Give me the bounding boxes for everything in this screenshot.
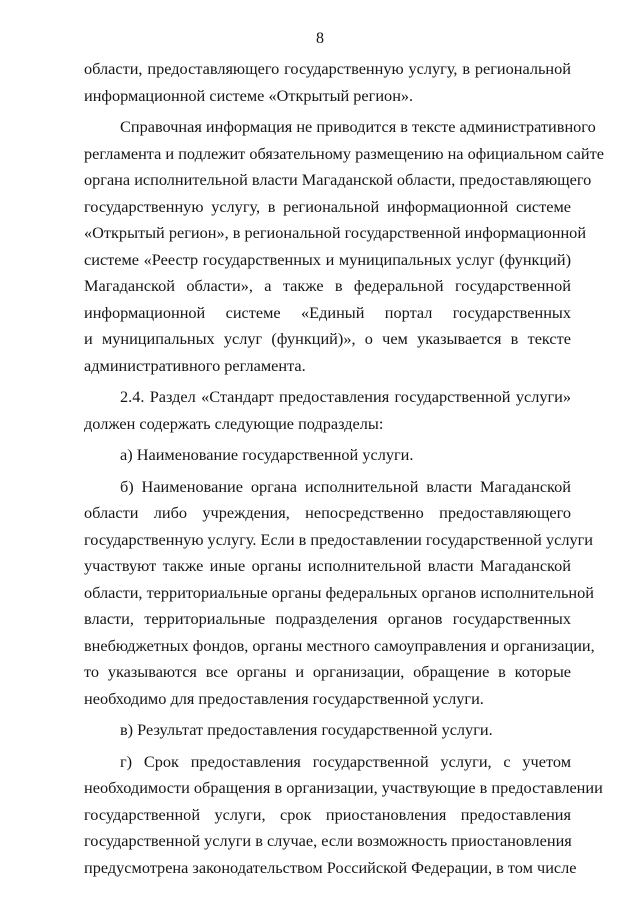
text-line: власти, территориальные подразделения органов государственных: [84, 609, 571, 628]
paragraph-item-v: [84, 717, 571, 744]
text-line: регламента и подлежит обязательному размещению на официальном сайте: [84, 143, 604, 163]
paragraph-reference-info: [84, 114, 604, 379]
paragraph-section-2-4: [84, 384, 571, 437]
paragraph-item-b: [84, 474, 595, 713]
text-line: необходимости обращения в организации, участвующие в предоставлении: [84, 778, 603, 797]
text-line: системе «Реестр государственных и муниципальных услуг (функций): [84, 249, 571, 269]
text-line: Магаданской области», а также в федеральной государственной: [84, 276, 571, 295]
paragraph-item-a: [84, 442, 571, 469]
text-line: внебюджетных фондов, органы местного самоуправления и организации,: [84, 635, 595, 655]
text-line: «Открытый регион», в региональной государственной информационной: [84, 223, 587, 242]
text-line: государственной услуги, срок приостановления предоставления: [84, 804, 571, 824]
text-line: государственной услуги в случае, если возможность приостановления: [84, 831, 572, 850]
text-line: информационной системе «Единый портал государственных: [84, 302, 571, 322]
text-line: области, предоставляющего государственную услугу, в региональной: [84, 59, 571, 78]
text-line: органа исполнительной власти Магаданской области, предоставляющего: [84, 170, 592, 189]
text-line: а) Наименование государственной услуги.: [120, 445, 414, 464]
text-line: 2.4. Раздел «Стандарт предоставления государственной услуги»: [120, 387, 571, 406]
text-line: предусмотрена законодательством Российской Федерации, в том числе: [84, 857, 577, 877]
text-line: области либо учреждения, непосредственно предоставляющего: [84, 503, 571, 522]
paragraph-item-g: [84, 749, 603, 882]
text-line: г) Срок предоставления государственной услуги, с учетом: [120, 751, 571, 771]
text-line: государственную услугу, в региональной информационной системе: [84, 196, 571, 216]
text-line: Справочная информация не приводится в тексте административного: [120, 117, 596, 136]
text-line: должен содержать следующие подразделы:: [84, 413, 384, 433]
text-line: необходимо для предоставления государственной услуги.: [84, 688, 484, 708]
document-body: [84, 56, 604, 881]
text-line: информационной системе «Открытый регион».: [84, 85, 414, 105]
paragraph-continuation: [84, 56, 571, 109]
text-line: области, территориальные органы федеральных органов исполнительной: [84, 582, 594, 602]
text-line: б) Наименование органа исполнительной власти Магаданской: [120, 476, 571, 496]
page-number: 8: [316, 30, 324, 47]
text-line: и муниципальных услуг (функций)», о чем указывается в тексте: [84, 329, 571, 348]
text-line: участвуют также иные органы исполнительной власти Магаданской: [84, 556, 571, 575]
text-line: то указываются все органы и организации, обращение в которые: [84, 662, 571, 681]
text-line: административного регламента.: [84, 355, 306, 375]
text-line: в) Результат предоставления государственной услуги.: [120, 720, 493, 739]
text-line: государственную услугу. Если в предоставлении государственной услуги: [84, 529, 593, 549]
